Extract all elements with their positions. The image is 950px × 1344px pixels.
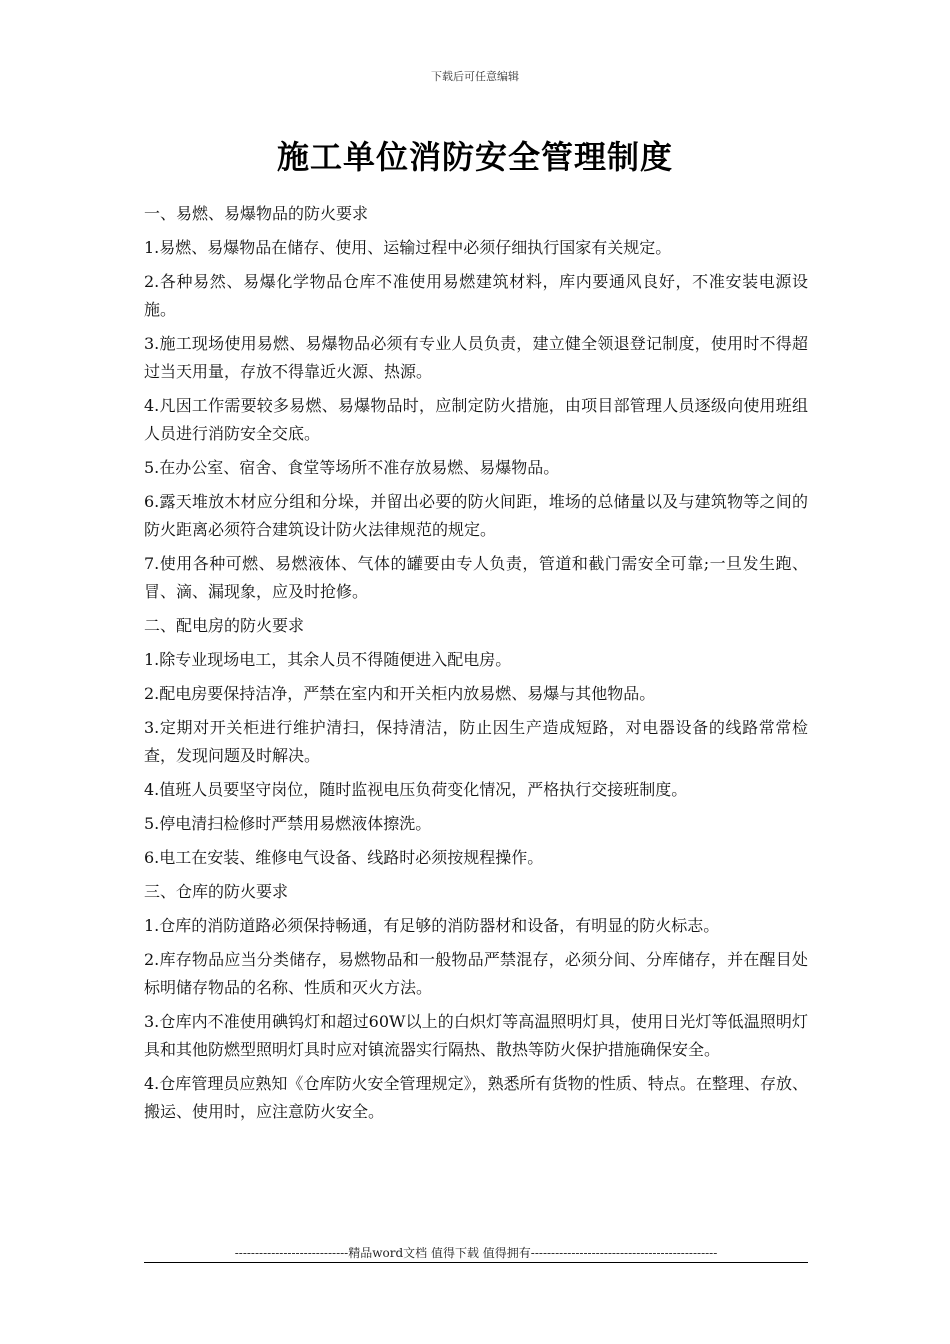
paragraph-3-1: 1.仓库的消防道路必须保持畅通，有足够的消防器材和设备，有明显的防火标志。 [144, 916, 720, 935]
paragraph-1-6: 6.露天堆放木材应分组和分垛，并留出必要的防火间距，堆场的总储量以及与建筑物等之间的防火距离必须符合建筑设计防火法律规范的规定。 [144, 492, 808, 539]
section-heading-2: 二、配电房的防火要求 [144, 616, 305, 635]
paragraph-3-3: 3.仓库内不准使用碘钨灯和超过60W以上的白炽灯等高温照明灯具，使用日光灯等低温照明灯具和其他防燃型照明灯具时应对镇流器实行隔热、散热等防火保护措施确保安全。 [144, 1012, 808, 1059]
paragraph-2-6: 6.电工在安装、维修电气设备、线路时必须按规程操作。 [144, 848, 544, 867]
paragraph-1-3: 3.施工现场使用易燃、易爆物品必须有专业人员负责，建立健全领退登记制度，使用时不得超过当天用量，存放不得靠近火源、热源。 [144, 334, 808, 381]
document-body [144, 200, 808, 1132]
paragraph-1-4: 4.凡因工作需要较多易燃、易爆物品时，应制定防火措施，由项目部管理人员逐级向使用班组人员进行消防安全交底。 [144, 396, 808, 443]
footer-divider [144, 1262, 808, 1263]
paragraph-3-2: 2.库存物品应当分类储存，易燃物品和一般物品严禁混存，必须分间、分库储存，并在醒目处标明储存物品的名称、性质和灭火方法。 [144, 950, 808, 997]
document-title: 施工单位消防安全管理制度 [276, 138, 673, 176]
paragraph-2-4: 4.值班人员要坚守岗位，随时监视电压负荷变化情况，严格执行交接班制度。 [144, 780, 688, 799]
paragraph-2-2: 2.配电房要保持洁净，严禁在室内和开关柜内放易燃、易爆与其他物品。 [144, 684, 656, 703]
paragraph-1-1: 1.易燃、易爆物品在储存、使用、运输过程中必须仔细执行国家有关规定。 [144, 238, 672, 257]
paragraph-1-2: 2.各种易然、易爆化学物品仓库不准使用易燃建筑材料，库内要通风良好，不准安装电源设施。 [144, 272, 808, 319]
paragraph-2-1: 1.除专业现场电工，其余人员不得随便进入配电房。 [144, 650, 512, 669]
paragraph-2-3: 3.定期对开关柜进行维护清扫，保持清洁，防止因生产造成短路，对电器设备的线路常常检查，发现问题及时解决。 [144, 718, 808, 765]
paragraph-3-4: 4.仓库管理员应熟知《仓库防火安全管理规定》，熟悉所有货物的性质、特点。在整理、存放、搬运、使用时，应注意防火安全。 [144, 1074, 808, 1121]
paragraph-1-5: 5.在办公室、宿舍、食堂等场所不准存放易燃、易爆物品。 [144, 458, 560, 477]
section-heading-3: 三、仓库的防火要求 [144, 882, 289, 901]
header-note: 下载后可任意编辑 [431, 70, 519, 83]
section-heading-1: 一、易燃、易爆物品的防火要求 [144, 204, 369, 223]
paragraph-2-5: 5.停电清扫检修时严禁用易燃液体擦洗。 [144, 814, 432, 833]
footer-note: ----------------------------精品word文档 值得下载 值得拥有---------------------------------------------- [234, 1246, 718, 1260]
paragraph-1-7: 7.使用各种可燃、易燃液体、气体的罐要由专人负责，管道和截门需安全可靠;一旦发生跑、冒、滴、漏现象，应及时抢修。 [144, 554, 808, 601]
